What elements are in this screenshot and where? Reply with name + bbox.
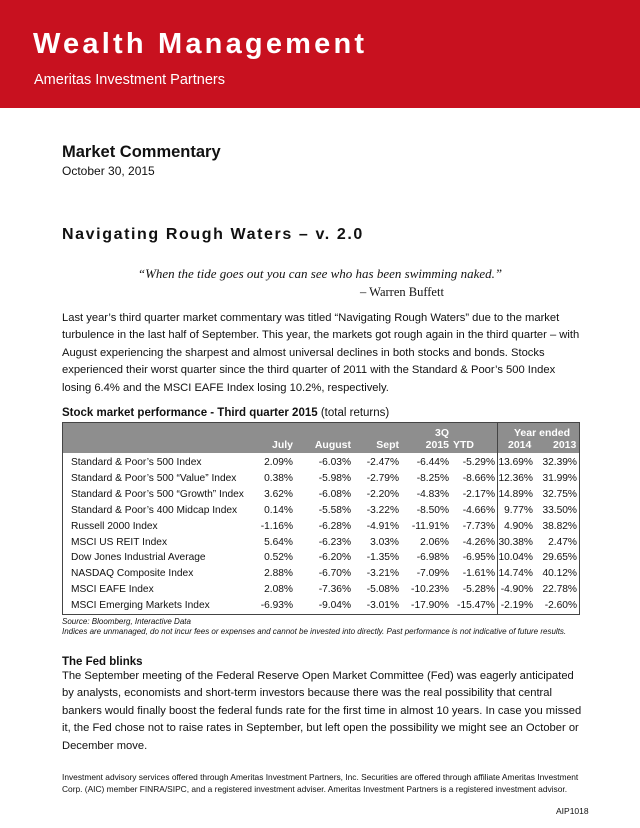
cell-july: 2.09% (264, 457, 293, 468)
row-index-name: Dow Jones Industrial Average (71, 552, 206, 564)
cell-q3: -8.25% (416, 472, 449, 484)
table-row (63, 471, 579, 488)
cell-sept: -3.22% (366, 504, 399, 516)
row-index-name: MSCI US REIT Index (71, 536, 168, 548)
header-july: July (271, 439, 293, 451)
cell-y2013: 29.65% (542, 552, 577, 564)
cell-y2013: 38.82% (542, 520, 577, 532)
cell-y2014: 30.38% (498, 536, 533, 548)
cell-july: 5.64% (264, 536, 293, 548)
cell-sept: -1.35% (366, 552, 399, 564)
cell-sept: -2.79% (366, 472, 399, 484)
fed-section-title: The Fed blinks (62, 656, 143, 668)
fed-paragraph: The September meeting of the Federal Reserve Open Market Committee (Fed) was eagerly anticipated by analysts, economists and short-term investors because there was the real possibility that central bankers would finally boost the federal funds rate for the first time in almost 10 years. In case you missed it, the Fed chose not to raise rates in September, but left open the possibility we might see an October or December move. (62, 670, 582, 752)
table-row (63, 598, 579, 615)
article-title: Navigating Rough Waters – v. 2.0 (62, 226, 364, 243)
cell-q3: -6.98% (416, 552, 449, 564)
cell-july: -6.93% (260, 600, 293, 612)
intro-paragraph: Last year’s third quarter market commentary was titled “Navigating Rough Waters” due to the market turbulence in the last half of September. This year, the markets got rough again in the third quarter – with August experiencing the sharpest and almost universal declines in both stocks and bonds. Stocks experienced their worst quarter since the third quarter of 2011 with the Standard & Poor’s 500 Index losing 6.4% and the MSCI EAFE Index losing 10.2%, respectively. (62, 312, 580, 394)
cell-y2014: 14.74% (498, 568, 533, 580)
quote-attribution: – Warren Buffett (360, 285, 444, 299)
cell-august: -5.58% (318, 504, 351, 516)
row-index-name: MSCI EAFE Index (71, 584, 154, 596)
cell-ytd: -5.28% (462, 584, 495, 596)
cell-y2014: -2.19% (500, 600, 533, 612)
header-sept: Sept (376, 439, 399, 451)
cell-ytd: -15.47% (457, 600, 495, 612)
table-row (63, 550, 579, 567)
document-code: AIP1018 (556, 806, 589, 816)
table-title-bold: Stock market performance - Third quarter 2015 (62, 407, 318, 419)
cell-ytd: -4.26% (462, 536, 495, 548)
cell-q3: -6.44% (416, 457, 449, 468)
table-row (63, 487, 579, 504)
quote: “When the tide goes out you can see who has been swimming naked.” (137, 266, 503, 281)
cell-y2014: 10.04% (498, 552, 533, 564)
row-index-name: Standard & Poor’s 500 “Value” Index (71, 472, 237, 484)
cell-y2013: 2.47% (548, 536, 577, 548)
table-row (63, 566, 579, 583)
cell-august: -5.98% (318, 472, 351, 484)
cell-q3: -10.23% (411, 584, 449, 596)
cell-sept: -2.20% (366, 488, 399, 500)
cell-july: 0.52% (264, 552, 293, 564)
header-ytd: YTD (453, 439, 474, 451)
table-source (62, 617, 566, 637)
header-2013: 2013 (553, 439, 577, 451)
cell-august: -9.04% (318, 600, 351, 612)
cell-august: -6.20% (318, 552, 351, 564)
cell-y2013: 32.75% (542, 488, 577, 500)
cell-ytd: -4.66% (462, 504, 495, 516)
cell-y2014: 12.36% (498, 472, 533, 484)
cell-y2013: -2.60% (544, 600, 577, 612)
cell-q3: -11.91% (411, 520, 449, 532)
source-line: Source: Bloomberg, Interactive Data (62, 617, 191, 626)
row-index-name: MSCI Emerging Markets Index (71, 600, 210, 612)
header-year-ended: Year ended (514, 427, 571, 439)
cell-ytd: -8.66% (462, 472, 495, 484)
cell-july: 0.38% (264, 472, 293, 484)
cell-july: 3.62% (264, 488, 293, 500)
cell-q3: -7.09% (416, 568, 449, 580)
footer-disclosure: Investment advisory services offered through Ameritas Investment Partners, Inc. Securities are offered through affiliate Ameritas Investment Corp. (AIC) member FINRA/SIPC, and a registered investment adviser. Ameritas Investment Partners is a registered investment advisor. (62, 772, 579, 794)
cell-july: 2.88% (264, 568, 293, 580)
row-index-name: NASDAQ Composite Index (71, 568, 194, 580)
cell-august: -6.70% (318, 568, 351, 580)
header-2014: 2014 (508, 439, 532, 451)
table-title-rest: (total returns) (317, 407, 390, 419)
cell-y2013: 31.99% (542, 472, 577, 484)
cell-q3: -4.83% (416, 488, 449, 500)
table-header (63, 423, 579, 453)
header-3q-year: 2015 (425, 439, 449, 451)
cell-ytd: -7.73% (462, 520, 495, 532)
cell-sept: -3.01% (366, 600, 399, 612)
commentary-date: October 30, 2015 (62, 164, 155, 178)
cell-july: -1.16% (260, 520, 293, 532)
row-index-name: Standard & Poor’s 500 “Growth” Index (71, 488, 244, 500)
cell-q3: -8.50% (416, 504, 449, 516)
table-row (63, 582, 579, 599)
cell-july: 0.14% (264, 504, 293, 516)
table-row (63, 519, 579, 536)
table-title (62, 407, 389, 419)
disclaimer-line: Indices are unmanaged, do not incur fees or expenses and cannot be invested into directly. Past performance is not indicative of future results. (62, 627, 567, 636)
row-index-name: Standard & Poor’s 400 Midcap Index (71, 504, 238, 516)
header-title: Wealth Management (33, 28, 368, 60)
cell-y2013: 40.12% (542, 568, 577, 580)
performance-table (62, 422, 580, 615)
cell-ytd: -2.17% (462, 488, 495, 500)
cell-sept: -2.47% (366, 457, 399, 468)
cell-y2014: -4.90% (500, 584, 533, 596)
cell-august: -6.23% (318, 536, 351, 548)
cell-ytd: -1.61% (462, 568, 495, 580)
cell-q3: -17.90% (411, 600, 449, 612)
cell-ytd: -5.29% (462, 457, 495, 468)
table-row (63, 535, 579, 552)
table-row (63, 455, 579, 472)
cell-august: -6.28% (318, 520, 351, 532)
cell-y2013: 32.39% (542, 457, 577, 468)
header-august: August (314, 439, 351, 451)
cell-sept: 3.03% (370, 536, 399, 548)
header-3q: 3Q (434, 427, 449, 439)
header-banner (0, 0, 640, 108)
cell-y2013: 33.50% (542, 504, 577, 516)
cell-july: 2.08% (264, 584, 293, 596)
cell-august: -6.03% (318, 457, 351, 468)
header-subtitle: Ameritas Investment Partners (34, 72, 225, 88)
cell-sept: -4.91% (366, 520, 399, 532)
table-row (63, 503, 579, 520)
cell-august: -7.36% (318, 584, 351, 596)
cell-y2014: 9.77% (504, 504, 533, 516)
cell-sept: -5.08% (366, 584, 399, 596)
cell-y2014: 4.90% (504, 520, 533, 532)
cell-y2014: 14.89% (498, 488, 533, 500)
cell-ytd: -6.95% (462, 552, 495, 564)
cell-august: -6.08% (318, 488, 351, 500)
commentary-title: Market Commentary (62, 143, 221, 161)
cell-q3: 2.06% (420, 536, 449, 548)
cell-sept: -3.21% (366, 568, 399, 580)
row-index-name: Standard & Poor’s 500 Index (71, 457, 202, 468)
cell-y2013: 22.78% (542, 584, 577, 596)
row-index-name: Russell 2000 Index (71, 520, 158, 532)
cell-y2014: 13.69% (498, 457, 533, 468)
